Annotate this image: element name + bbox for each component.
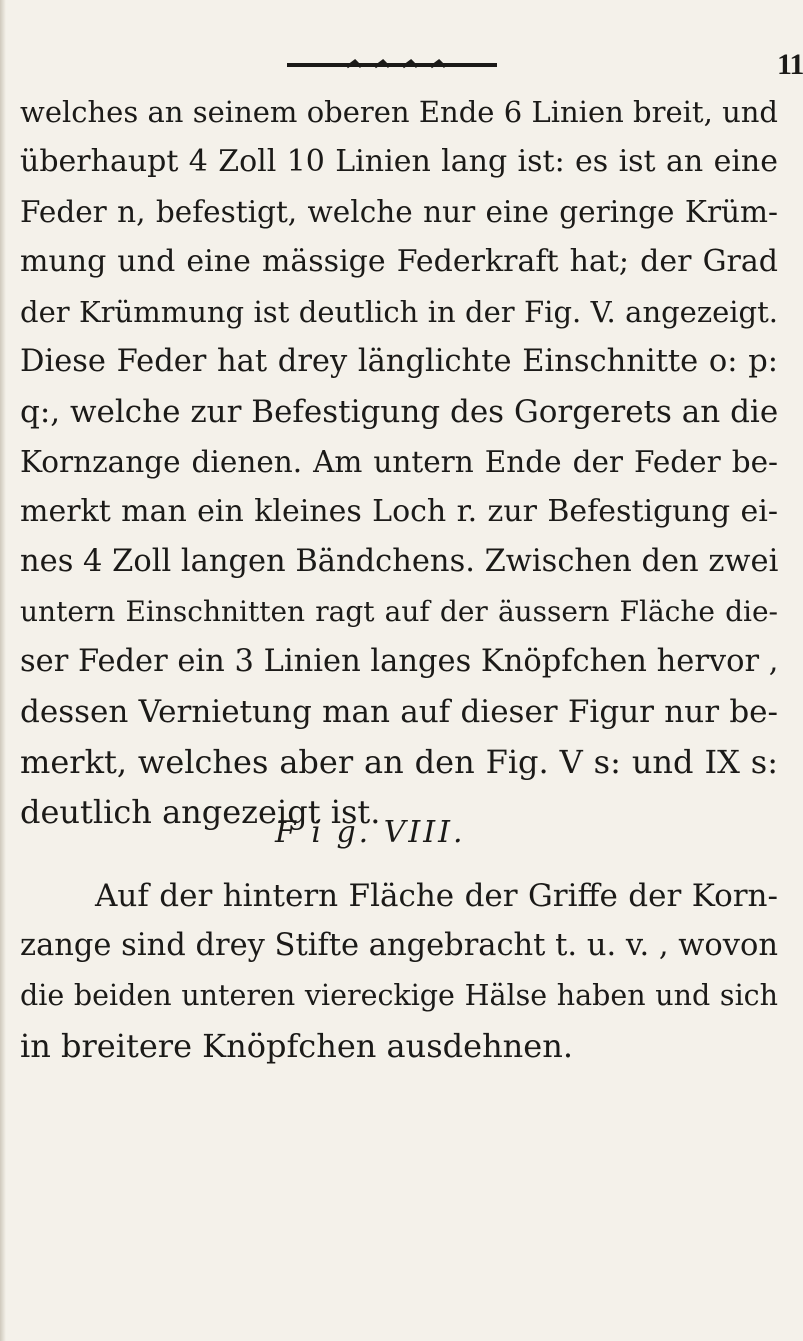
- text-line: nes 4 Zoll langen Bändchens. Zwischen den zwei: [20, 544, 779, 579]
- text-line: welches an seinem oberen Ende 6 Linien breit, und: [20, 95, 778, 129]
- text-line: die beiden unteren viereckige Hälse haben und sich: [20, 979, 778, 1012]
- text-line: ser Feder ein 3 Linien langes Knöpfchen hervor ,: [20, 644, 779, 679]
- text-line: zange sind drey Stifte angebracht t. u. v. , wovon: [20, 928, 778, 963]
- text-line: untern Einschnitten ragt auf der äussern Fläche die-: [20, 595, 778, 628]
- text-line: dessen Vernietung man auf dieser Figur nur be-: [20, 694, 778, 730]
- section-heading: F i g. VIII.: [275, 815, 466, 850]
- page-binding-edge: [0, 0, 6, 1341]
- text-line: deutlich angezeigt ist.: [20, 793, 381, 831]
- header-ornament-rule: [287, 60, 497, 70]
- text-line: mung und eine mässige Federkraft hat; der Grad: [20, 244, 778, 279]
- text-line: überhaupt 4 Zoll 10 Linien lang ist: es ist an eine: [20, 144, 778, 179]
- text-line: Kornzange dienen. Am untern Ende der Feder be-: [20, 445, 778, 479]
- text-line: merkt man ein kleines Loch r. zur Befestigung ei-: [20, 494, 778, 529]
- text-line: der Krümmung ist deutlich in der Fig. V. angezeigt.: [20, 295, 778, 329]
- paragraph-1: [20, 87, 778, 837]
- text-line: Auf der hintern Fläche der Griffe der Korn-: [95, 878, 778, 914]
- text-line: in breitere Knöpfchen ausdehnen.: [20, 1027, 573, 1065]
- text-line: q:, welche zur Befestigung des Gorgerets an die: [20, 394, 779, 430]
- text-line: Feder n, befestigt, welche nur eine geringe Krüm-: [20, 195, 778, 229]
- text-line: merkt, welches aber an den Fig. V s: und IX s:: [20, 743, 778, 781]
- paragraph-2: [20, 871, 778, 1071]
- text-line: Diese Feder hat drey länglichte Einschnitte o: p:: [20, 344, 778, 379]
- page-header: [287, 48, 803, 81]
- page-number: 11: [777, 48, 803, 81]
